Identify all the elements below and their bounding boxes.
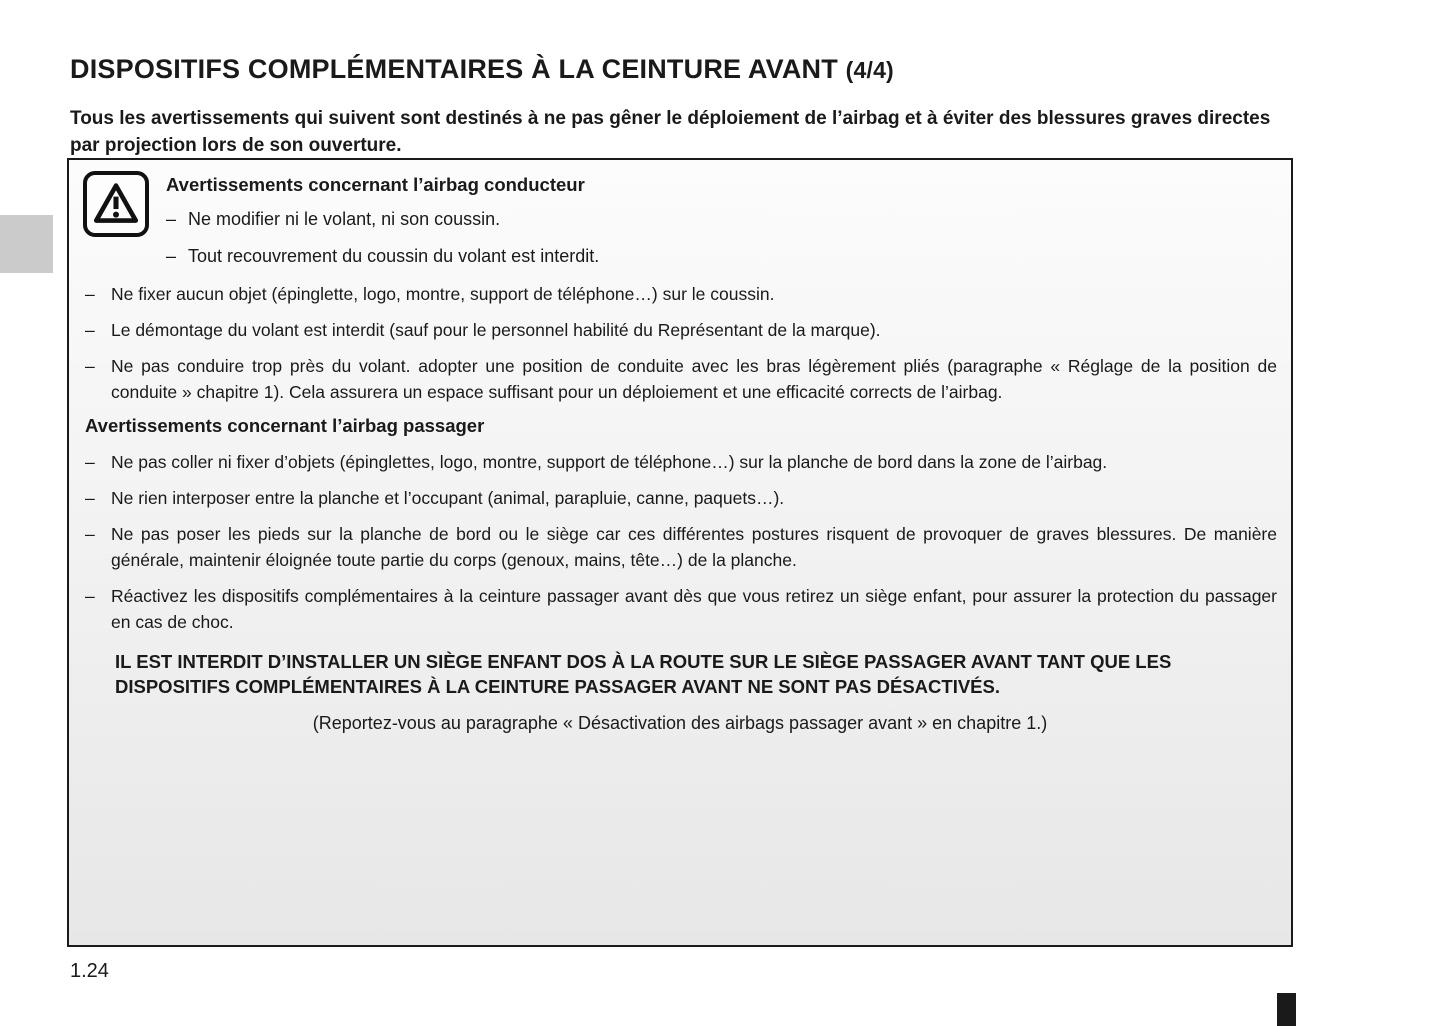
warning-item [85,521,1277,573]
bullet-dash: – [166,246,177,266]
page-title-suffix: (4/4) [845,57,894,84]
right-edge-tab [1277,993,1296,1026]
warning-item-text: Tout recouvrement du coussin du volant est interdit. [188,246,600,266]
warning-item-text: Ne modifier ni le volant, ni son coussin. [188,209,501,229]
child-seat-prohibition: IL EST INTERDIT D’INSTALLER UN SIÈGE ENFANT DOS À LA ROUTE SUR LE SIÈGE PASSAGER AVANT TANT QUE LES DISPOSITIFS COMPLÉMENTAIRES À LA CEINTURE PASSAGER AVANT NE SONT PAS DÉSACTIVÉS. [115,651,1172,697]
chapter-reference: (Reportez-vous au paragraphe « Désactivation des airbags passager avant » en chapitre 1.) [312,713,1048,733]
warning-item [85,353,1277,405]
warning-item-text: Ne rien interposer entre la planche et l’occupant (animal, parapluie, canne, paquets…). [111,488,785,508]
page-number: 1.24 [70,960,109,982]
driver-airbag-heading: Avertissements concernant l’airbag conducteur [166,174,585,195]
warning-box [67,158,1293,947]
passenger-airbag-heading: Avertissements concernant l’airbag passager [85,415,485,436]
bullet-dash: – [85,356,95,376]
passenger-warning-list [85,449,1277,635]
warning-item-text: Ne pas coller ni fixer d’objets (épinglettes, logo, montre, support de téléphone…) sur la planche de bord dans la zone de l’airbag. [111,452,1108,472]
bullet-dash: – [85,452,95,472]
warning-item [166,206,1277,232]
warning-item-text: Ne pas conduire trop près du volant. adopter une position de conduite avec les bras légèrement pliés (paragraphe « Réglage de la position de conduite » chapitre 1). Cela assurera un espace suffisant pour un déploiement et une efficacité corrects de l’airbag. [111,356,1277,402]
bullet-dash: – [85,320,95,340]
driver-airbag-section-intro [166,174,1277,269]
bullet-dash: – [85,524,95,544]
warning-item [85,317,1277,343]
bullet-dash: – [85,586,95,606]
left-edge-tab [0,215,53,273]
bullet-dash: – [166,209,177,229]
warning-item [85,583,1277,635]
page-title-text: DISPOSITIFS COMPLÉMENTAIRES À LA CEINTURE AVANT [70,54,838,85]
warning-item-text: Le démontage du volant est interdit (sauf pour le personnel habilité du Représentant de la marque). [111,320,881,340]
warning-item-text: Ne pas poser les pieds sur la planche de bord ou le siège car ces différentes postures risquent de provoquer de graves blessures. De manière générale, maintenir éloignée toute partie du corps (genoux, mains, tête…) de la planche. [111,524,1277,570]
driver-warning-list [85,281,1277,405]
warning-item-text: Ne fixer aucun objet (épinglette, logo, montre, support de téléphone…) sur le coussin. [111,284,775,304]
warning-item [85,449,1277,475]
bullet-dash: – [85,488,95,508]
warning-triangle-icon [83,171,149,237]
warning-item [85,281,1277,307]
warning-item [166,243,1277,269]
warning-item [85,485,1277,511]
driver-inline-warning-list [166,206,1277,269]
bullet-dash: – [85,284,95,304]
intro-paragraph: Tous les avertissements qui suivent sont destinés à ne pas gêner le déploiement de l’airbag et à éviter des blessures graves directes par projection lors de son ouverture. [70,108,1271,156]
page-title [70,54,894,85]
warning-item-text: Réactivez les dispositifs complémentaires à la ceinture passager avant dès que vous retirez un siège enfant, pour assurer la protection du passager en cas de choc. [111,586,1277,632]
